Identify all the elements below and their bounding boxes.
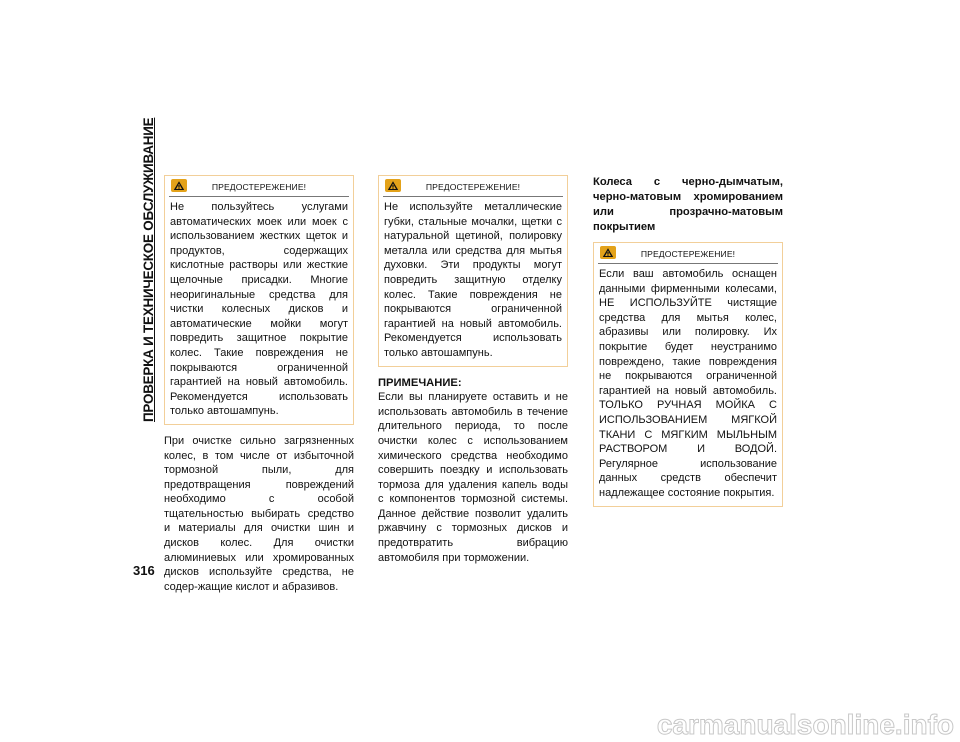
warning-header: [169, 176, 349, 197]
warning-box: [378, 175, 568, 367]
section-heading: Колеса с черно-дымчатым, черно-матовым хромированием или прозрачно-матовым покрытием: [593, 176, 783, 233]
chapter-side-title: [141, 117, 156, 422]
warning-text: Не используйте металлические губки, стальные мочалки, щетки с натуральной щетиной, полировку металла или средства для мытья духовки. Эти продукты могут повредить защитную отделку колес. Такие повреждения не покрываются ограниченной гарантией на новый автомобиль. Рекомендуется использовать только автошампунь.: [384, 201, 562, 359]
note-text: Если вы планируете оставить и не использовать автомобиль в течение длительного периода, то после очистки колес с использованием химического средства необходимо совершить поездку и использовать тормоза для удаления капель воды с компонентов тормозной системы. Данное действие позволит удалить ржавчину с тормозных дисков и предотвратить вибрацию автомобиля при торможении.: [378, 391, 568, 564]
warning-box: [164, 175, 354, 425]
warning-text: Если ваш автомобиль оснащен данными фирменными колесами, НЕ ИСПОЛЬЗУЙТЕ чистящие средства для мытья колес, абразивы или полировку. Их покрытие будет неустранимо повреждено, такие повреждения не покрываются ограниченной гарантией на новый автомобиль. ТОЛЬКО РУЧНАЯ МОЙКА С ИСПОЛЬЗОВАНИЕМ МЯГКОЙ ТКАНИ С МЯГКИМ МЫЛЬНЫМ РАСТВОРОМ И ВОДОЙ. Регулярное использование данных средств обеспечит надлежащее состояние покрытия.: [599, 268, 777, 499]
body-paragraph: При очистке сильно загрязненных колес, в том числе от избыточной тормозной пыли, для предотвращения повреждений необходимо с особой тщательностью выбирать средство и материалы для очистки шин и дисков колес. Для очистки алюминиевых или хромированных дисков используйте средства, не содер-жащие кислот и абразивов.: [164, 434, 354, 593]
warning-title: ПРЕДОСТЕРЕЖЕНИЕ!: [425, 182, 521, 192]
column-2: [378, 175, 568, 565]
column-3: [593, 175, 783, 516]
warning-header: [598, 243, 778, 264]
chapter-title-text: ПРОВЕРКА И ТЕХНИЧЕСКОЕ ОБСЛУЖИВАНИЕ: [141, 117, 156, 422]
warning-header: [383, 176, 563, 197]
warning-title: ПРЕДОСТЕРЕЖЕНИЕ!: [211, 182, 307, 192]
watermark-text: carmanualsonline.info: [656, 710, 954, 740]
watermark: [566, 710, 956, 740]
note-title: ПРИМЕЧАНИЕ:: [378, 376, 462, 389]
column-1: [164, 175, 354, 594]
warning-box: [593, 242, 783, 507]
warning-title: ПРЕДОСТЕРЕЖЕНИЕ!: [640, 249, 736, 259]
warning-text: Не пользуйтесь услугами автоматических моек или моек с использованием жестких щеток и продуктов, содержащих кислотные растворы или жесткие щелочные присадки. Многие неоригинальные средства для чистки колесных дисков и автоматические мойки могут повредить защитное покрытие колес. Такие повреждения не покрываются ограниченной гарантией на новый автомобиль. Рекомендуется использовать только автошампунь.: [170, 201, 348, 418]
page-number: 316: [133, 563, 155, 578]
